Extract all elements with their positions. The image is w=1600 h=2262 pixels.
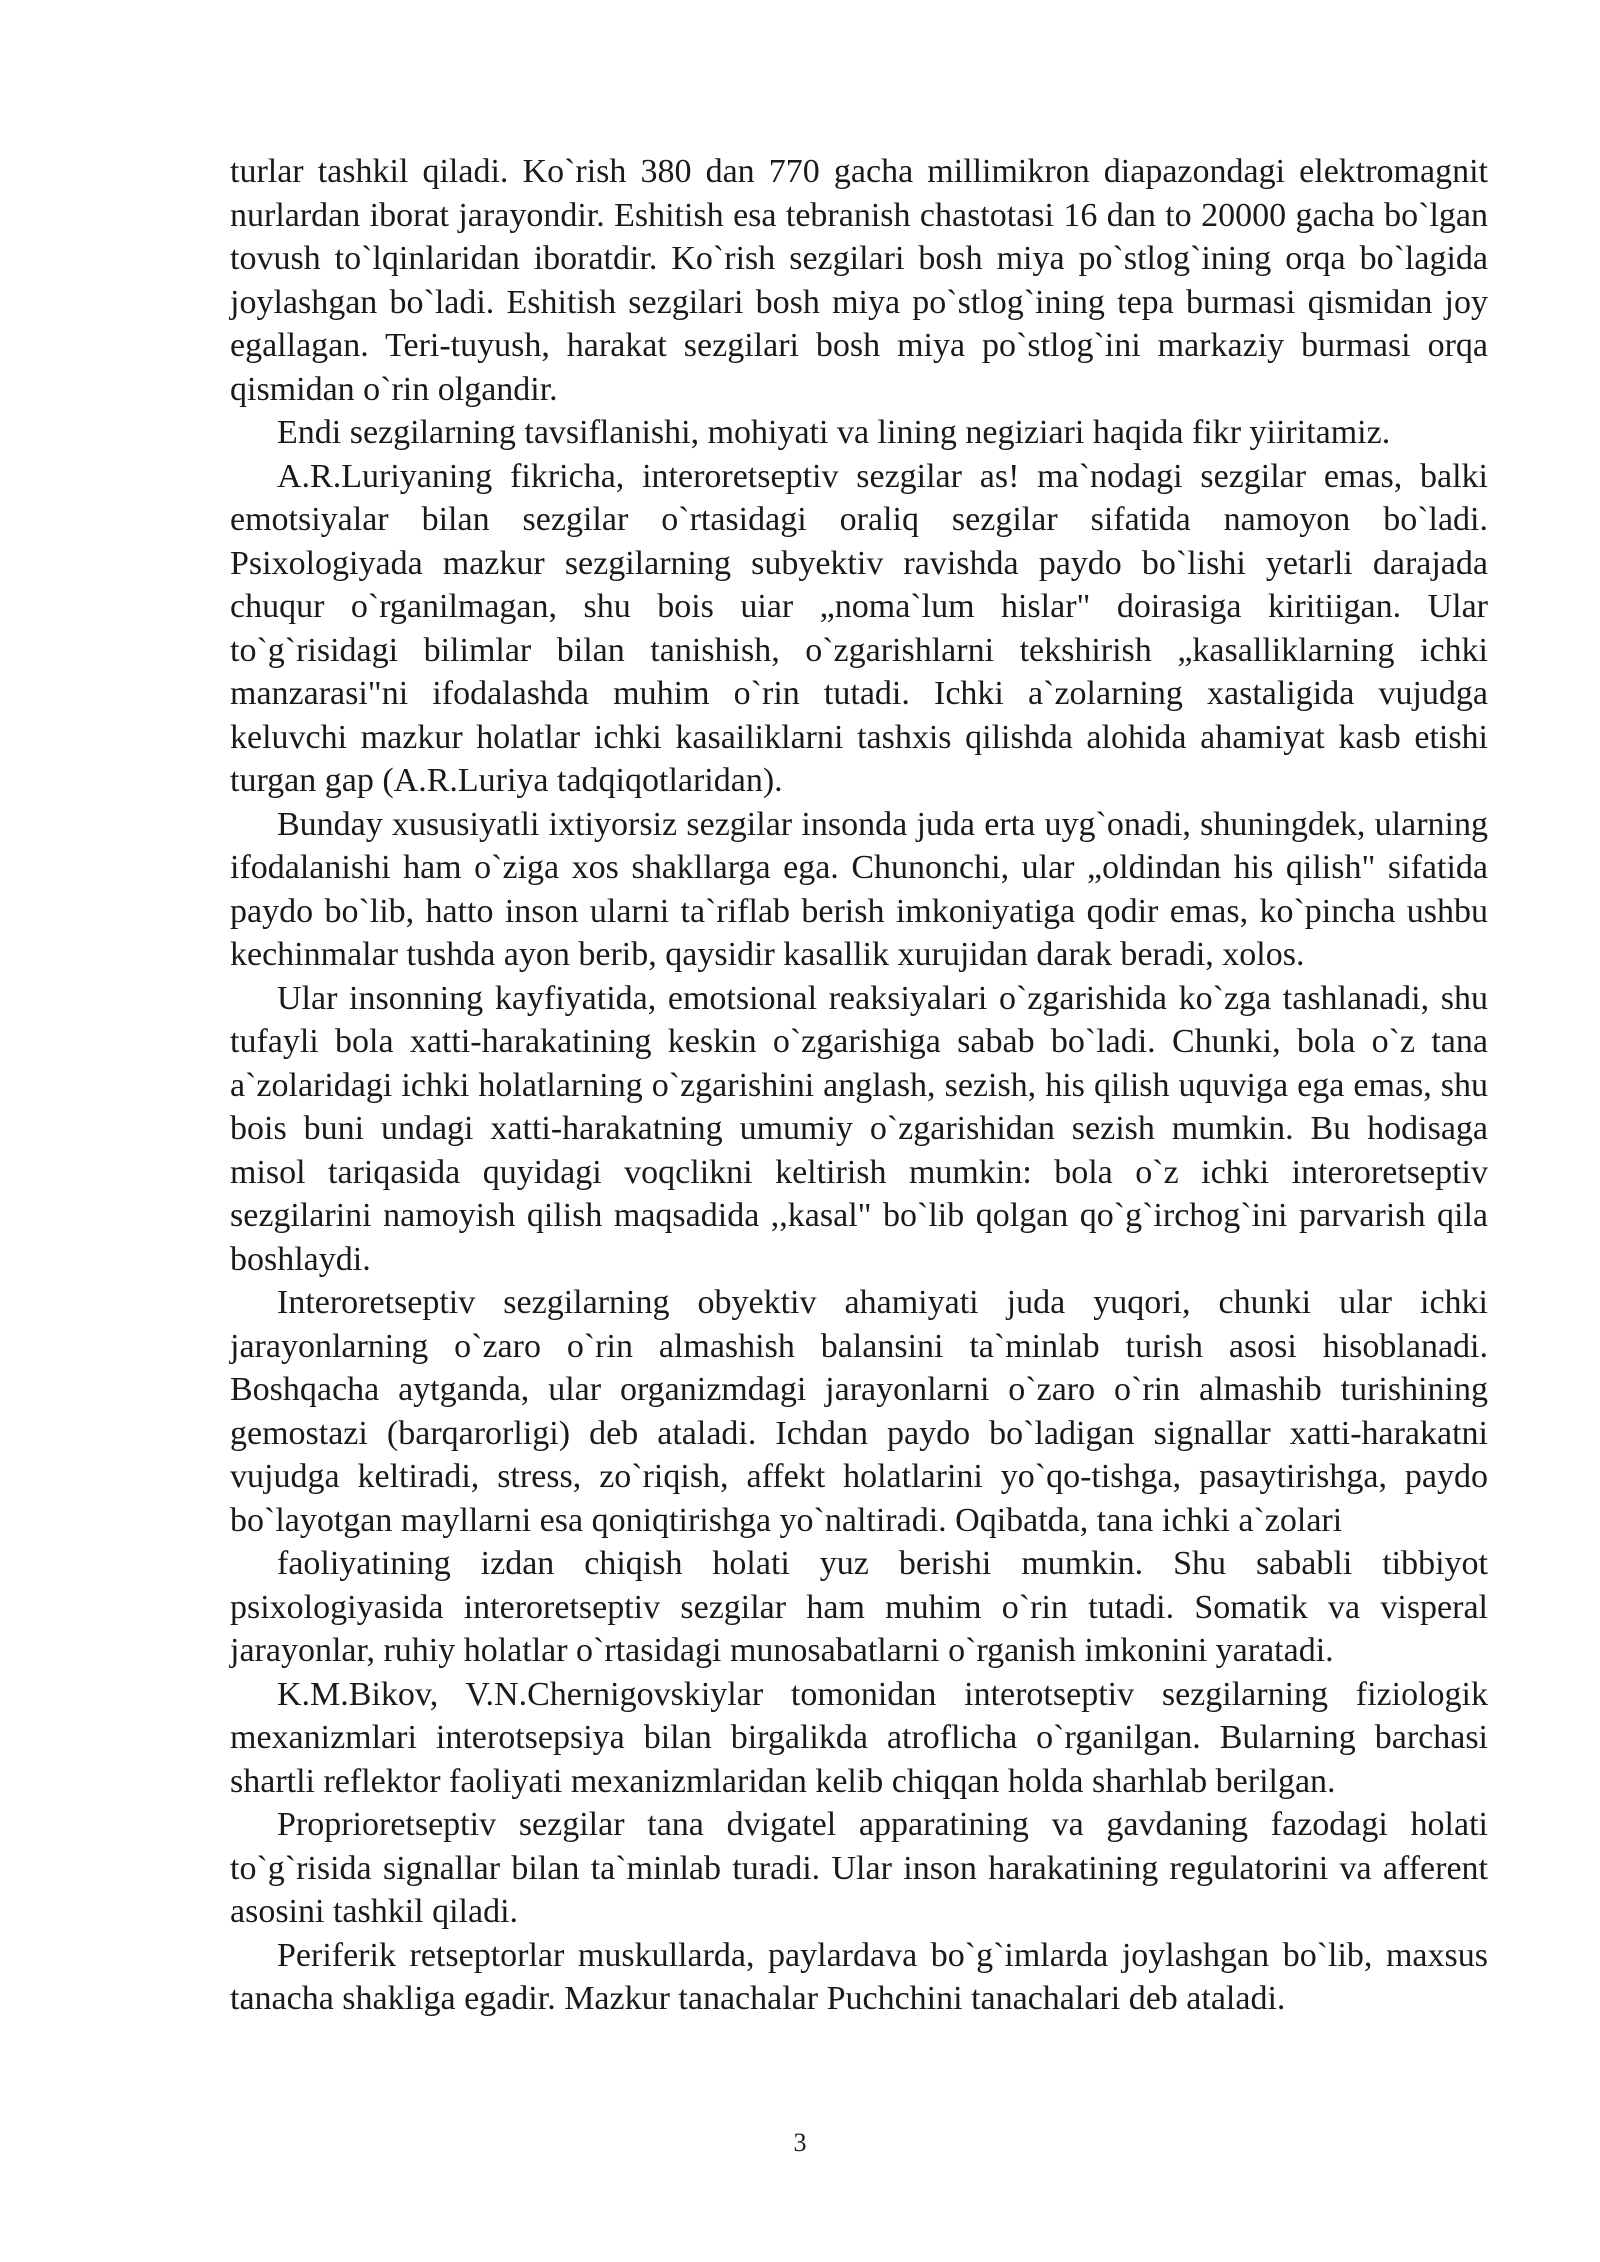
paragraph-7: faoliyatining izdan chiqish holati yuz berishi mumkin. Shu sababli tibbiyot psixologiyasida interoretseptiv sezgilar ham muhim o`rin tutadi. Somatik va visperal jarayonlar, ruhiy holatlar o`rtasidagi munosabatlarni o`rganish imkonini yaratadi. [230, 1545, 1488, 1669]
paragraph-5: Ular insonning kayfiyatida, emotsional reaksiyalari o`zgarishida ko`zga tashlanadi, shu tufayli bola xatti-harakatining keskin o`zgarishiga sabab bo`ladi. Chunki, bola o`z tana a`zolaridagi ichki holatlarning o`zgarishini anglash, sezish, his qilish uquviga ega emas, shu bois buni undagi xatti-harakatning umumiy o`zgarishidan sezish mumkin. Bu hodisaga misol tariqasida quyidagi voqclikni keltirish mumkin: bola o`z ichki interoretseptiv sezgilarini namoyish qilish maqsadida ,,kasal" bo`lib qolgan qo`g`irchog`ini parvarish qila boshlaydi. [230, 979, 1488, 1278]
paragraph-2: Endi sezgilarning tavsiflanishi, mohiyati va lining negiziari haqida fikr yiiritamiz. [277, 414, 1391, 451]
body-text [230, 150, 1488, 2021]
paragraph-6: Interoretseptiv sezgilarning obyektiv ahamiyati juda yuqori, chunki ular ichki jarayonlarning o`zaro o`rin almashish balansini ta`minlab turish asosi hisoblanadi. Boshqacha aytganda, ular organizmdagi jarayonlarni o`zaro o`rin almashib turishining gemostazi (barqarorligi) deb ataladi. Ichdan paydo bo`ladigan signallar xatti-harakatni vujudga keltiradi, stress, zo`riqish, affekt holatlarini yo`qo-tishga, pasaytirishga, paydo bo`layotgan mayllarni esa qoniqtirishga yo`naltiradi. Oqibatda, tana ichki a`zolari [230, 1284, 1488, 1539]
paragraph-10: Periferik retseptorlar muskullarda, paylardava bo`g`imlarda joylashgan bo`lib, maxsus tanacha shakliga egadir. Mazkur tanachalar Puchchini tanachalari deb ataladi. [230, 1936, 1488, 2017]
paragraph-8: K.M.Bikov, V.N.Chernigovskiylar tomonidan interotseptiv sezgilarning fiziologik mexanizmlari interotsepsiya bilan birgalikda atroflicha o`rganilgan. Bularning barchasi shartli reflektor faoliyati mexanizmlaridan kelib chiqqan holda sharhlab berilgan. [230, 1675, 1488, 1800]
paragraph-1: turlar tashkil qiladi. Ko`rish 380 dan 770 gacha millimikron diapazondagi elektromagnit nurlardan iborat jarayondir. Eshitish esa tebranish chastotasi 16 dan to 20000 gacha bo`lgan tovush to`lqinlaridan iboratdir. Ko`rish sezgilari bosh miya po`stlog`ining orqa bo`lagida joylashgan bo`ladi. Eshitish sezgilari bosh miya po`stlog`ining tepa burmasi qismidan joy egallagan. Teri-tuyush, harakat sezgilari bosh miya po`stlog`ini markaziy burmasi orqa qismidan o`rin olgandir. [230, 153, 1488, 408]
paragraph-3: A.R.Luriyaning fikricha, interoretseptiv sezgilar as! ma`nodagi sezgilar emas, balki emotsiyalar bilan sezgilar o`rtasidagi oraliq sezgilar sifatida namoyon bo`ladi. Psixologiyada mazkur sezgilarning subyektiv ravishda paydo bo`lishi yetarli darajada chuqur o`rganilmagan, shu bois uiar „noma`lum hislar" doirasiga kiritiigan. Ular to`g`risidagi bilimlar bilan tanishish, o`zgarishlarni tekshirish „kasalliklarning ichki manzarasi"ni ifodalashda muhim o`rin tutadi. Ichki a`zolarning xastaligida vujudga keluvchi mazkur holatlar ichki kasailiklarni tashxis qilishda alohida ahamiyat kasb etishi turgan gap (A.R.Luriya tadqiqotlaridan). [230, 457, 1488, 799]
paragraph-4: Bunday xususiyatli ixtiyorsiz sezgilar insonda juda erta uyg`onadi, shuningdek, ularning ifodalanishi ham o`ziga xos shakllarga ega. Chunonchi, ular „oldindan his qilish" sifatida paydo bo`lib, hatto inson ularni ta`riflab berish imkoniyatiga qodir emas, ko`pincha ushbu kechinmalar tushda ayon berib, qaysidir kasallik xurujidan darak beradi, xolos. [230, 805, 1488, 973]
paragraph-9: Proprioretseptiv sezgilar tana dvigatel apparatining va gavdaning fazodagi holati to`g`risida signallar bilan ta`minlab turadi. Ular inson harakatining regulatorini va afferent asosini tashkil qiladi. [230, 1806, 1488, 1930]
page-number: 3 [793, 2128, 807, 2157]
